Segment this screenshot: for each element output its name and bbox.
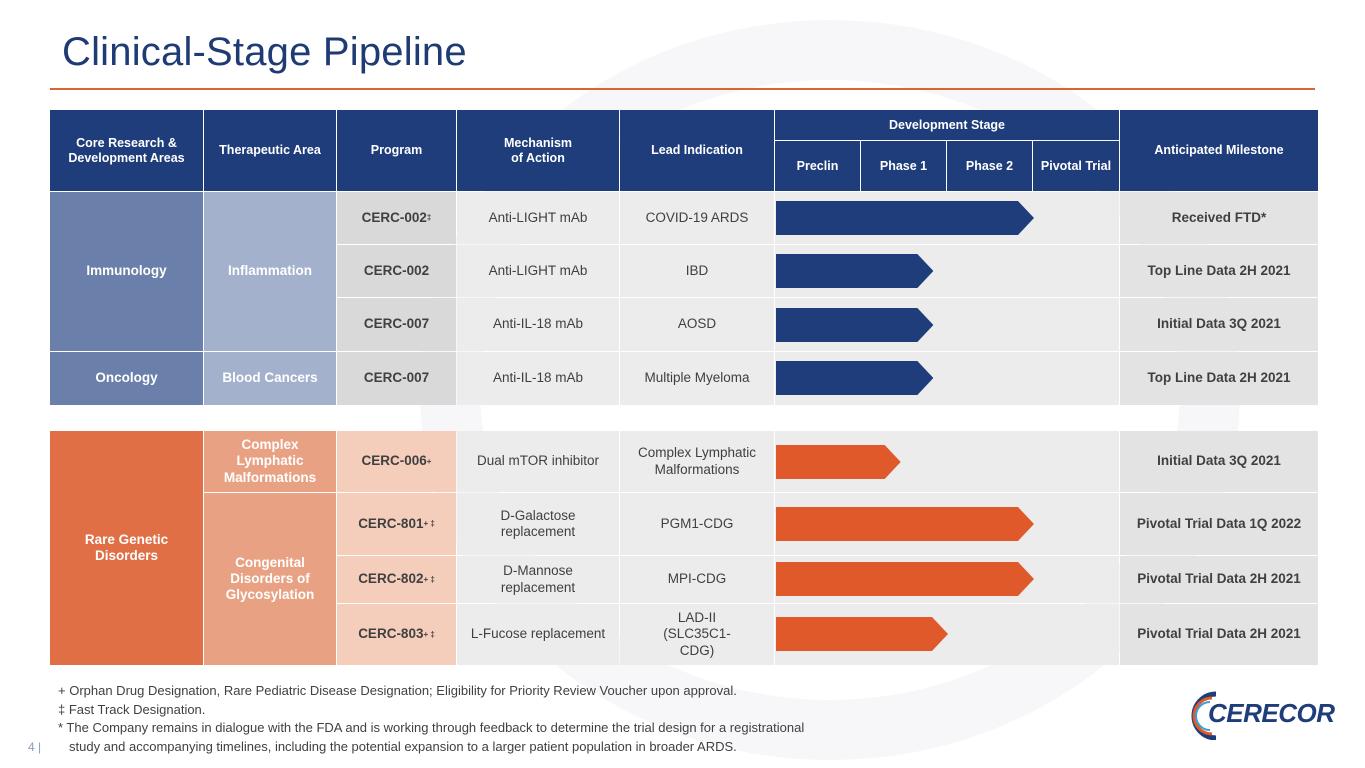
program-name: CERC-006 bbox=[361, 453, 427, 469]
header-pivotal-trial: Pivotal Trial bbox=[1033, 141, 1119, 191]
stage-track bbox=[775, 604, 1119, 665]
footnotes bbox=[58, 682, 804, 756]
header-program: Program bbox=[337, 110, 456, 191]
stage-track bbox=[775, 493, 1119, 555]
header-mechanism: Mechanism of Action bbox=[457, 110, 619, 191]
milestone-cell: Pivotal Trial Data 2H 2021 bbox=[1120, 556, 1318, 603]
mechanism-cell: D-Galactose replacement bbox=[457, 493, 619, 555]
milestone-cell: Initial Data 3Q 2021 bbox=[1120, 431, 1318, 492]
program-name: CERC-002 bbox=[361, 209, 427, 225]
program-cell bbox=[337, 245, 456, 297]
footnote-fast-track: ‡ Fast Track Designation. bbox=[58, 701, 206, 717]
title-divider bbox=[50, 88, 1315, 90]
header-core-areas: Core Research & Development Areas bbox=[50, 110, 203, 191]
mechanism-cell: D-Mannose replacement bbox=[457, 556, 619, 603]
area-rare-genetic-disorders: Rare Genetic Disorders bbox=[50, 431, 203, 665]
area-oncology: Oncology bbox=[50, 352, 203, 405]
mechanism-cell: Dual mTOR inhibitor bbox=[457, 431, 619, 492]
milestone-cell: Received FTD* bbox=[1120, 192, 1318, 244]
footnote-fda-continued: study and accompanying timelines, including the potential expansion to a larger patient population in broader ARDS. bbox=[69, 738, 737, 754]
header-anticipated-milestone: Anticipated Milestone bbox=[1120, 110, 1318, 191]
program-cell: CERC-803 + ‡ bbox=[337, 604, 456, 665]
milestone-cell: Pivotal Trial Data 1Q 2022 bbox=[1120, 493, 1318, 555]
program-cell: CERC-002 ‡ bbox=[337, 192, 456, 244]
page-title: Clinical-Stage Pipeline bbox=[62, 30, 467, 74]
mechanism-cell: Anti-IL-18 mAb bbox=[457, 298, 619, 351]
stage-track bbox=[775, 192, 1119, 244]
indication-cell: AOSD bbox=[620, 298, 774, 351]
page-number: 4 | bbox=[28, 740, 42, 754]
indication-cell: IBD bbox=[620, 245, 774, 297]
therapeutic-complex-lymphatic: Complex Lymphatic Malformations bbox=[204, 431, 336, 492]
header-phase-2: Phase 2 bbox=[947, 141, 1032, 191]
indication-cell: Multiple Myeloma bbox=[620, 352, 774, 405]
program-name: CERC-002 bbox=[363, 262, 430, 278]
header-phase-1: Phase 1 bbox=[861, 141, 946, 191]
mechanism-cell: Anti-LIGHT mAb bbox=[457, 192, 619, 244]
header-preclin: Preclin bbox=[775, 141, 860, 191]
program-name: CERC-802 bbox=[358, 571, 424, 587]
program-cell: CERC-801 + ‡ bbox=[337, 493, 456, 555]
indication-cell: Complex Lymphatic Malformations bbox=[620, 431, 774, 492]
indication-cell: MPI-CDG bbox=[620, 556, 774, 603]
stage-track bbox=[775, 352, 1119, 405]
program-cell: CERC-006 + bbox=[337, 431, 456, 492]
program-name: CERC-007 bbox=[363, 316, 430, 332]
indication-cell: PGM1-CDG bbox=[620, 493, 774, 555]
program-cell bbox=[337, 298, 456, 351]
logo-text: CERECOR bbox=[1208, 698, 1335, 728]
stage-track bbox=[775, 556, 1119, 603]
program-cell: CERC-802 + ‡ bbox=[337, 556, 456, 603]
therapeutic-cdg: Congenital Disorders of Glycosylation bbox=[204, 493, 336, 665]
program-name: CERC-801 bbox=[358, 515, 424, 531]
program-name: CERC-007 bbox=[363, 370, 430, 386]
milestone-cell: Pivotal Trial Data 2H 2021 bbox=[1120, 604, 1318, 665]
milestone-cell: Initial Data 3Q 2021 bbox=[1120, 298, 1318, 351]
stage-track bbox=[775, 431, 1119, 492]
area-immunology: Immunology bbox=[50, 192, 203, 351]
mechanism-cell: Anti-LIGHT mAb bbox=[457, 245, 619, 297]
header-therapeutic-area: Therapeutic Area bbox=[204, 110, 336, 191]
therapeutic-blood-cancers: Blood Cancers bbox=[204, 352, 336, 405]
therapeutic-inflammation: Inflammation bbox=[204, 192, 336, 351]
program-cell bbox=[337, 352, 456, 405]
cerecor-logo bbox=[1188, 688, 1335, 740]
program-name: CERC-803 bbox=[358, 626, 424, 642]
milestone-cell: Top Line Data 2H 2021 bbox=[1120, 245, 1318, 297]
mechanism-cell: Anti-IL-18 mAb bbox=[457, 352, 619, 405]
footnote-fda: * The Company remains in dialogue with the FDA and is working through feedback to determine the trial design for a registrational bbox=[58, 720, 805, 735]
stage-track bbox=[775, 245, 1119, 297]
header-lead-indication: Lead Indication bbox=[620, 110, 774, 191]
footnote-orphan: + Orphan Drug Designation, Rare Pediatric Disease Designation; Eligibility for Priority Review Voucher upon approval. bbox=[58, 683, 737, 698]
stage-track bbox=[775, 298, 1119, 351]
mechanism-cell: L-Fucose replacement bbox=[457, 604, 619, 665]
indication-cell: LAD-II (SLC35C1-CDG) bbox=[620, 604, 774, 665]
indication-cell: COVID-19 ARDS bbox=[620, 192, 774, 244]
milestone-cell: Top Line Data 2H 2021 bbox=[1120, 352, 1318, 405]
header-development-stage: Development Stage bbox=[775, 110, 1119, 140]
